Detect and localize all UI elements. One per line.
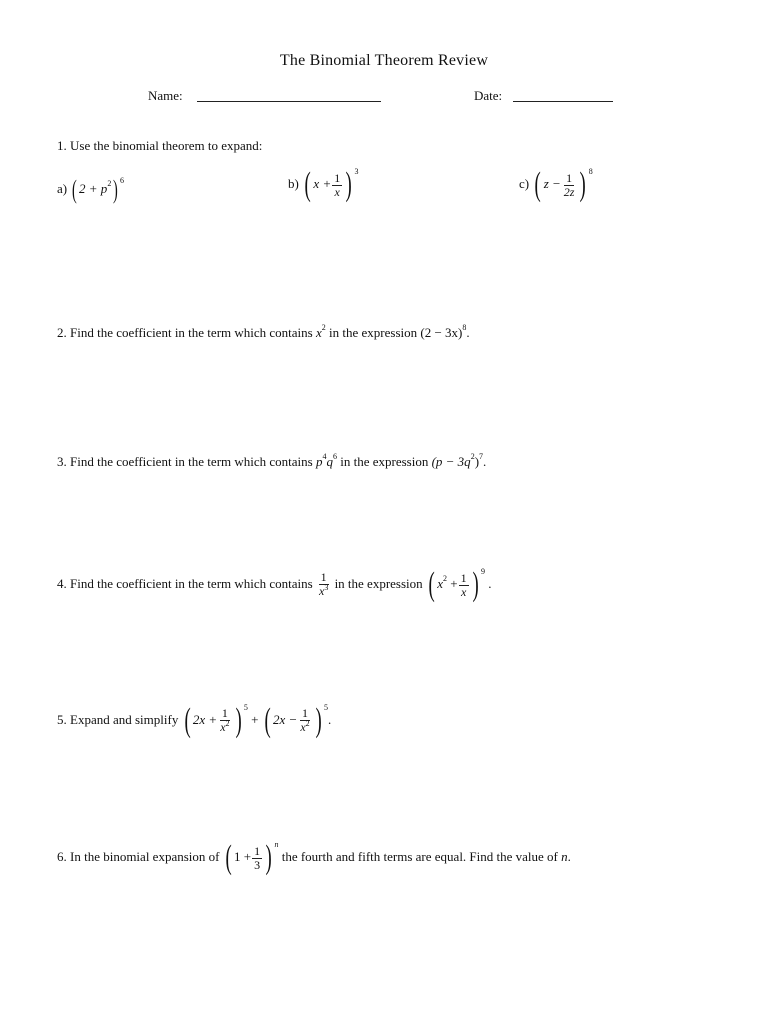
question-3: 3. Find the coefficient in the term which contains $p^4q^6$ in the expression $(p - 3q^2)^7$. bbox=[57, 452, 487, 469]
question-2: 2. Find the coefficient in the term which contains $x^2$ in the expression $(2 - 3x)^8$. bbox=[57, 323, 470, 340]
question-1a: a) ( $2 + p^2$) $^6$ bbox=[57, 175, 124, 204]
date-label: Date: bbox=[474, 88, 503, 103]
q1a-base: 2 + p bbox=[79, 180, 108, 196]
name-field-line[interactable] bbox=[197, 101, 381, 102]
question-1-text: 1. Use the binomial theorem to expand: bbox=[57, 138, 263, 153]
question-1b: b) ( x + $\frac{1}{x}$ ) $^3$ bbox=[288, 166, 359, 203]
q1a-label: a) bbox=[57, 180, 68, 196]
question-5: 5. Expand and simplify ( 2x + $\frac{1}{x^2}$ ) $^5$ + ( 2x − $\frac{1}{x^2}$ ) $^5$. bbox=[57, 702, 332, 739]
question-6: 6. In the binomial expansion of ( 1 + $\frac{1}{3}$ ) $^n$ the fourth and fifth terms are equal. Find the value of n. bbox=[57, 839, 571, 876]
question-1c: c) ( z − $\frac{1}{2z}$ ) $^8$ bbox=[519, 166, 593, 203]
page-title: The Binomial Theorem Review bbox=[279, 52, 489, 69]
question-4: 4. Find the coefficient in the term which contains $\frac{1}{x^3}$ in the expression ( $x^2$ + $\frac{1}{x}$ ) $^9$ . bbox=[57, 566, 492, 603]
date-field-line[interactable] bbox=[513, 101, 613, 102]
name-label: Name: bbox=[148, 88, 183, 103]
